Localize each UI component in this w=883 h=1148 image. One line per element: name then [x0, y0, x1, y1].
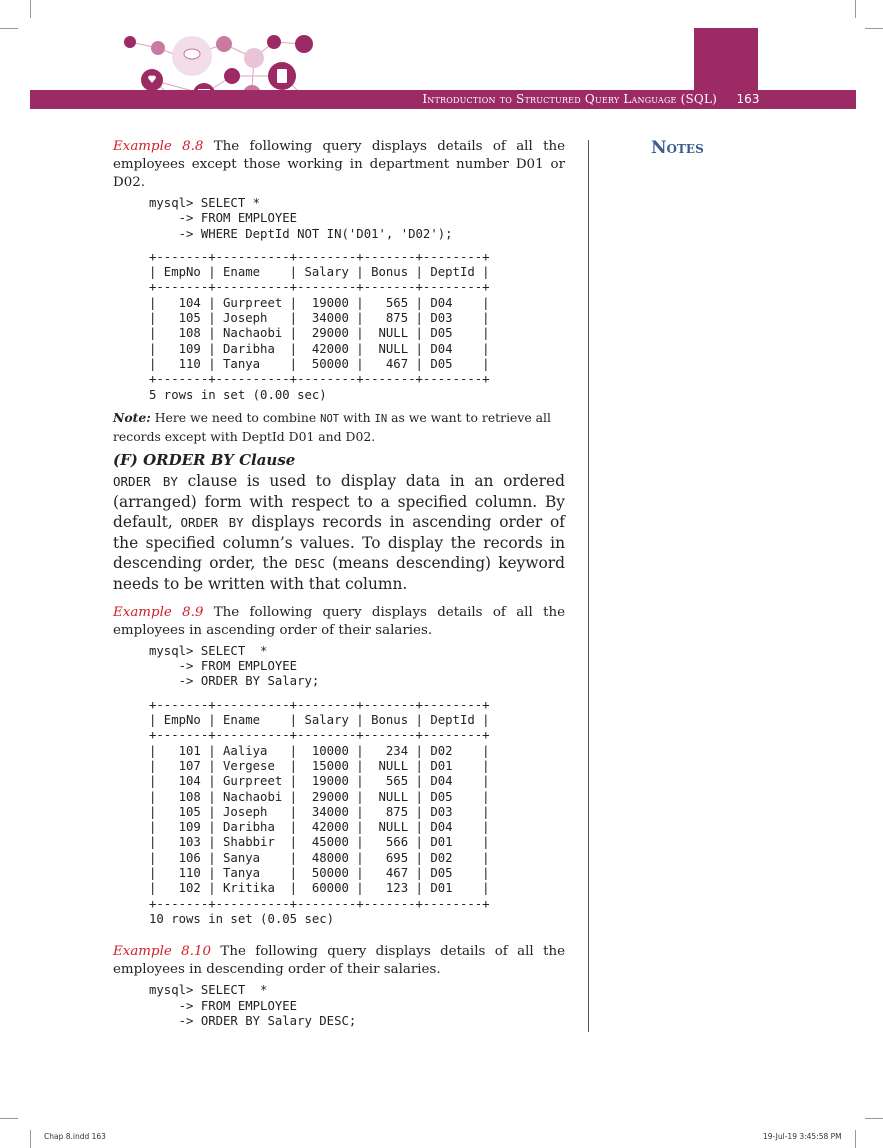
- crop-mark: [30, 0, 31, 18]
- column-divider: [588, 140, 589, 1032]
- example-8-8-paragraph: [113, 138, 565, 192]
- example-text: The following query displays details of all the employees in descending order of their salaries.: [113, 944, 566, 978]
- notes-heading: Notes: [651, 138, 704, 158]
- page-number: 163: [728, 92, 768, 106]
- body-text: (means descending) keyword needs to be written with that column.: [113, 553, 565, 593]
- example-text: The following query displays details of all the employees in ascending order of their salaries.: [113, 604, 566, 638]
- example-label: Example 8.10: [113, 944, 211, 960]
- crop-mark: [855, 1130, 856, 1148]
- inline-code: ORDER BY: [113, 473, 178, 489]
- section-heading: (F) ORDER BY Clause: [113, 450, 296, 469]
- note-text: as we want to retrieve all records except with DeptId D01 and D02.: [113, 409, 551, 444]
- query-result-table: +-------+----------+--------+-------+--------+ | EmpNo | Ename | Salary | Bonus | DeptId | +-------+----------+--------+-------+--------+ | 101 | Aaliya | 10000 | 234 | D02 | | 107 | Vergese | 15000 | NULL | D01 | | 104 | Gurpreet | 19000 | 565 | D04 | | 108 | Nachaobi | 29000 | NULL | D05 | | 105 | Joseph | 34000 | 875 | D03 | | 109 | Daribha | 42000 | NULL | D04 | | 103 | Shabbir | 45000 | 566 | D01 | | 106 | Sanya | 48000 | 695 | D02 | | 110 | Tanya | 50000 | 467 | D05 | | 102 | Kritika | 60000 | 123 | D01 | +-------+----------+--------+-------+--------+ 10 rows in set (0.05 sec): [149, 697, 490, 926]
- inline-code: DESC: [294, 555, 325, 571]
- sql-query: mysql> SELECT * -> FROM EMPLOYEE -> ORDER BY Salary;: [149, 643, 320, 689]
- crop-mark: [865, 28, 883, 29]
- chapter-title: Introduction to Structured Query Language (SQL): [422, 92, 717, 106]
- query-result-table: +-------+----------+--------+-------+--------+ | EmpNo | Ename | Salary | Bonus | DeptId | +-------+----------+--------+-------+--------+ | 104 | Gurpreet | 19000 | 565 | D04 | | 105 | Joseph | 34000 | 875 | D03 | | 108 | Nachaobi | 29000 | NULL | D05 | | 109 | Daribha | 42000 | NULL | D04 | | 110 | Tanya | 50000 | 467 | D05 | +-------+----------+--------+-------+--------+ 5 rows in set (0.00 sec): [149, 249, 490, 402]
- crop-mark: [0, 1118, 18, 1119]
- body-text: clause is used to display data in an ordered (arranged) form with respect to a specified column. By default,: [113, 471, 565, 531]
- crop-mark: [0, 28, 18, 29]
- note-paragraph: [113, 409, 565, 445]
- body-text: displays records in ascending order of the specified column’s values. To display the records in descending order, the: [113, 512, 565, 572]
- sql-query: mysql> SELECT * -> FROM EMPLOYEE -> WHERE DeptId NOT IN('D01', 'D02');: [149, 196, 453, 241]
- example-8-9-paragraph: [113, 604, 565, 640]
- crop-mark: [865, 1118, 883, 1119]
- main-column: [113, 138, 565, 1037]
- example-8-10-paragraph: [113, 943, 565, 979]
- crop-mark: [30, 1130, 31, 1148]
- note-label: Note:: [113, 409, 151, 425]
- footer-file-info: Chap 8.indd 163: [44, 1132, 106, 1141]
- note-text: with: [339, 409, 375, 425]
- note-text: Here we need to combine: [150, 409, 321, 425]
- crop-mark: [855, 0, 856, 18]
- sql-query: mysql> SELECT * -> FROM EMPLOYEE -> ORDER BY Salary DESC;: [149, 983, 357, 1028]
- example-label: Example 8.9: [113, 604, 204, 620]
- section-body: [113, 471, 565, 594]
- example-label: Example 8.8: [113, 139, 204, 154]
- inline-code: NOT: [320, 412, 340, 425]
- footer-timestamp: 19-Jul-19 3:45:58 PM: [763, 1132, 842, 1141]
- example-text: The following query displays details of all the employees except those working in department number D01 or D02.: [113, 139, 566, 190]
- inline-code: ORDER BY: [180, 514, 244, 530]
- inline-code: IN: [374, 412, 388, 425]
